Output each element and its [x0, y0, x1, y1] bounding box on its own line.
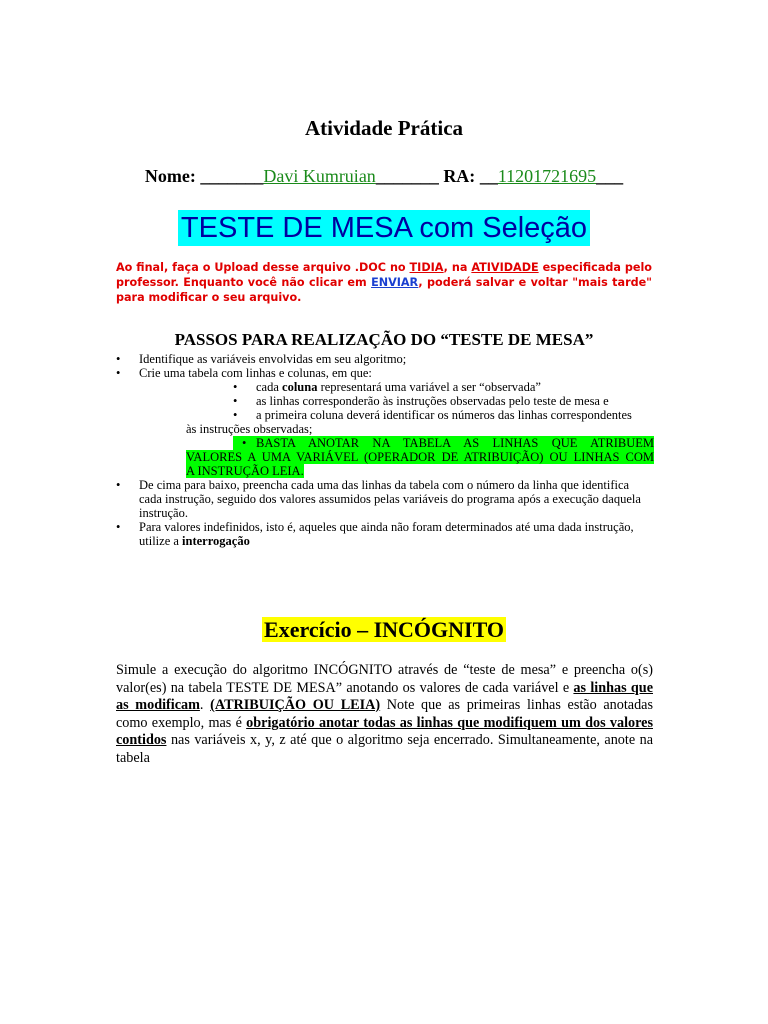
bullet: • [116, 478, 121, 492]
sub-item-4-line3: A INSTRUÇÃO LEIA. [186, 464, 304, 478]
exercise-p2: . [199, 697, 211, 713]
bullet: • [116, 366, 121, 380]
sub-item-1-post: representará uma variável a ser “observada” [317, 380, 541, 394]
steps-list [116, 352, 654, 552]
banner-text: TESTE DE MESA com Seleção [178, 210, 590, 246]
teste-de-mesa-banner [0, 212, 768, 245]
exercise-title [0, 617, 768, 643]
sub-bullet: • [233, 408, 238, 422]
exercise-p1: Simule a execução do algoritmo INCÓGNITO através de “teste de mesa” e preencha o(s) valor(es) na tabela TESTE DE MESA” anotando os valores de cada variável e [116, 662, 653, 696]
atividade-link[interactable]: ATIVIDADE [471, 261, 539, 274]
nome-label: Nome: [144, 166, 196, 186]
ra-blank-before: __ [479, 166, 498, 186]
sub-item-1 [256, 380, 541, 394]
step-item-3-line3: instrução. [139, 506, 188, 520]
step-item-1: Identifique as variáveis envolvidas em seu algoritmo; [139, 352, 407, 366]
exercise-title-text: Exercício – INCÓGNITO [264, 617, 504, 642]
page-title: Atividade Prática [304, 116, 464, 140]
nome-value[interactable]: Davi Kumruian [263, 166, 376, 186]
exercise-p3-underlined: obrigatório anotar todas as linhas que modifiquem um dos valores contidos [116, 714, 653, 748]
enviar-link[interactable]: ENVIAR [371, 276, 419, 289]
upload-text-2: , na [443, 261, 472, 274]
sub-item-1-pre: cada [256, 380, 283, 394]
bullet: • [116, 520, 121, 534]
step-item-3-line1: De cima para baixo, preencha cada uma das linhas da tabela com o número da linha que identifica [139, 478, 630, 492]
exercise-p2-underlined: (ATRIBUIÇÃO OU LEIA) [210, 697, 381, 713]
ra-value[interactable]: 11201721695 [497, 166, 597, 186]
step-item-4-pre: utilize a [139, 534, 183, 548]
nome-blank-before: _______ [200, 166, 264, 186]
step-item-3-line2: cada instrução, seguido dos valores assumidos pelas variáveis do programa após a execução daquela [139, 492, 641, 506]
step-item-4-bold: interrogação [182, 534, 250, 548]
sub-item-4-row1 [186, 436, 654, 450]
sub-item-2: as linhas corresponderão às instruções observadas pelo teste de mesa e [256, 394, 609, 408]
exercise-p1-underlined: as linhas que as modificam [116, 679, 653, 713]
upload-text-3: especificada pelo professor. Enquanto você não clicar em [116, 261, 652, 289]
exercise-p3: Note que as primeiras linhas estão anotadas como exemplo, mas é [116, 697, 654, 731]
ra-label: RA: [443, 166, 476, 186]
steps-heading: PASSOS PARA REALIZAÇÃO DO “TESTE DE MESA” [174, 330, 594, 349]
upload-notice [116, 260, 652, 305]
exercise-p4: nas variáveis x, y, z até que o algoritmo seja encerrado. Simultaneamente, anote na tabela [116, 732, 653, 766]
sub-bullet: • [233, 380, 238, 394]
nome-blank-after: _______ [375, 166, 439, 186]
upload-text-1: Ao final, faça o Upload desse arquivo .DOC no [116, 261, 410, 274]
tidia-link[interactable]: TIDIA [409, 261, 444, 274]
ra-blank-after: ___ [596, 166, 624, 186]
sub-item-1-bold: coluna [282, 380, 318, 394]
step-item-4-line1: Para valores indefinidos, isto é, aqueles que ainda não foram determinados até uma dada instrução, [139, 520, 634, 534]
sub-item-4-highlight [186, 436, 654, 478]
sub-bullet: • [233, 394, 238, 408]
sub-bullet-highlighted: • [233, 436, 310, 450]
sub-item-3-line2: às instruções observadas; [186, 422, 313, 436]
sub-item-4-line1: BASTA ANOTAR NA TABELA AS LINHAS QUE ATRIBUEM [256, 436, 654, 450]
exercise-paragraph [116, 662, 653, 767]
name-ra-line [0, 166, 768, 187]
upload-text-4: , poderá salvar e voltar "mais tarde" para modificar o seu arquivo. [116, 276, 653, 304]
bullet: • [116, 352, 121, 366]
sub-item-4-row3 [186, 464, 654, 478]
sub-item-4-line2: VALORES A UMA VARIÁVEL (OPERADOR DE ATRIBUIÇÃO) OU LINHAS COM [186, 450, 654, 464]
step-item-2: Crie uma tabela com linhas e colunas, em que: [139, 366, 372, 380]
step-item-4-line2 [139, 534, 250, 548]
sub-item-3-line1: a primeira coluna deverá identificar os números das linhas correspondentes [256, 408, 632, 422]
